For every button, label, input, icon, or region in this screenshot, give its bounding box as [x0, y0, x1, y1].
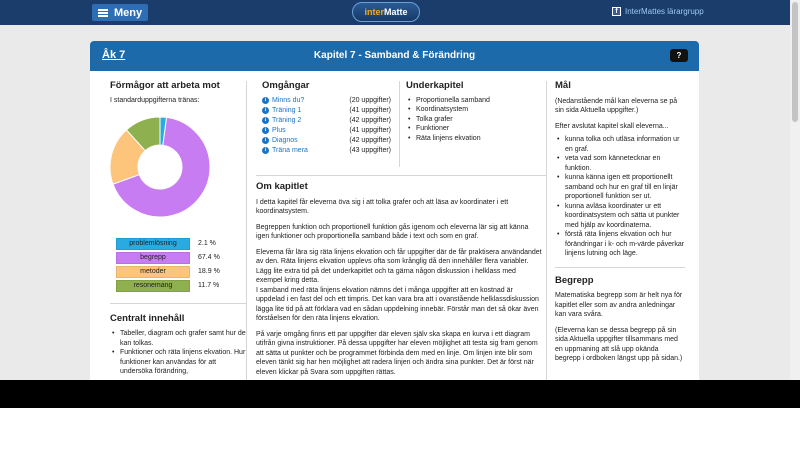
omgang-link[interactable] [262, 96, 304, 106]
list-item: • veta vad som kännetecknar en funktion. [555, 154, 685, 173]
facebook-group-link[interactable] [612, 7, 704, 16]
divider [555, 267, 685, 268]
omgangar-list [262, 96, 391, 156]
column-divider [246, 81, 247, 386]
underkapitel-section [400, 81, 540, 167]
list-item: • Funktioner [406, 124, 540, 134]
divider [256, 175, 546, 176]
om-paragraph: I detta kapitel får eleverna öva sig i att tolka grafer och att läsa av koordinater i ett koordinatsystem. [256, 198, 509, 215]
menu-label: Meny [113, 6, 143, 19]
mid-top-row [256, 81, 546, 167]
hamburger-icon [98, 9, 108, 17]
divider [110, 303, 246, 304]
list-item: • kunna känna igen ett proportionellt samband och hur en graf till en linjär proportionell funktion ser ut. [555, 173, 685, 202]
centralt-list [110, 329, 246, 377]
legend-value: 67.4 % [198, 253, 220, 261]
om-section [256, 182, 546, 377]
list-item: • Koordinatsystem [406, 105, 540, 115]
formagor-legend [116, 237, 246, 293]
info-icon: i [262, 97, 269, 104]
omgang-link[interactable] [262, 136, 298, 146]
omgang-label: Träning 1 [272, 106, 302, 114]
page-title: Kapitel 7 - Samband & Förändring [313, 50, 476, 61]
legend-row [116, 251, 246, 265]
info-icon: i [262, 117, 269, 124]
formagor-donut-chart [110, 109, 246, 229]
list-item [262, 116, 391, 126]
omgang-count: (20 uppgifter) [349, 96, 391, 104]
om-paragraph: På varje omgång finns ett par uppgifter där eleven själv ska skapa en kurva i ett diagram utifrån givna instruktioner. På dessa uppgifter har eleven möjlighet att testa sig fram genom att sätta ut punkter och be programmet förbinda dem med en linje. Om linjen inte blir som eleven tänkt sig har hen möjlighet att radera linjen och ändra sina punkter. Det är först när eleven klickar på Svara som uppgiften rättas. [256, 330, 538, 376]
list-item [262, 96, 391, 106]
intermatte-logo[interactable] [352, 2, 420, 22]
omgang-label: Träna mera [272, 146, 308, 154]
info-icon: i [262, 127, 269, 134]
back-link-ak7[interactable]: Åk 7 [102, 49, 126, 61]
list-item: • Räta linjens ekvation [406, 134, 540, 144]
formagor-heading: Förmågor att arbeta mot [110, 80, 220, 91]
begrepp-paragraph: (Eleverna kan se dessa begrepp på sin sida Aktuella uppgifter tillsammans med en uppmaning att slå upp okända begrepp i ordboken längst upp på sidan.) [555, 326, 683, 362]
list-item: • Tabeller, diagram och grafer samt hur de kan tolkas. [110, 329, 246, 348]
top-navigation [0, 0, 790, 25]
legend-swatch: resonemang [116, 280, 190, 292]
underkapitel-heading: Underkapitel [406, 80, 464, 91]
logo-suffix: Matte [384, 7, 408, 17]
legend-swatch: problemlösning [116, 238, 190, 250]
omgang-label: Träning 2 [272, 116, 302, 124]
legend-value: 2.1 % [198, 239, 216, 247]
mal-heading: Mål [555, 80, 571, 91]
logo-prefix: inter [364, 7, 384, 17]
omgang-link[interactable] [262, 126, 286, 136]
chapter-card [90, 41, 699, 386]
info-icon: i [262, 147, 269, 154]
menu-button[interactable] [92, 4, 148, 21]
omgang-label: Diagnos [272, 136, 298, 144]
underkapitel-list [406, 96, 540, 144]
legend-value: 11.7 % [198, 281, 220, 289]
legend-value: 18.9 % [198, 267, 220, 275]
facebook-icon: f [612, 7, 621, 16]
scrollbar-thumb[interactable] [792, 2, 798, 122]
mal-note: (Nedanstående mål kan eleverna se på sin sida Aktuella uppgifter.) [555, 97, 678, 114]
column-divider [546, 81, 547, 386]
list-item: • Proportionella samband [406, 96, 540, 106]
list-item: • Funktioner och räta linjens ekvation. Hur funktioner kan användas för att undersöka förändring, [110, 348, 246, 377]
list-item: • Tolka grafer [406, 115, 540, 125]
begrepp-paragraph: Matematiska begrepp som är helt nya för kapitlet eller som av andra anledningar kan vara svåra. [555, 292, 683, 318]
right-column [555, 81, 685, 364]
list-item [262, 136, 391, 146]
legend-swatch: metoder [116, 266, 190, 278]
formagor-intro: I standarduppgifterna tränas: [110, 96, 200, 104]
list-item: • kunna avläsa koordinater ur ett koordinatsystem och sätta ut punkter med hjälp av koordinaterna. [555, 202, 685, 231]
omgang-count: (41 uppgifter) [349, 106, 391, 114]
omgang-link[interactable] [262, 106, 301, 116]
omgang-count: (42 uppgifter) [349, 136, 391, 144]
begrepp-heading: Begrepp [555, 274, 594, 286]
card-header [90, 41, 699, 71]
omgang-count: (42 uppgifter) [349, 116, 391, 124]
legend-swatch: begrepp [116, 252, 190, 264]
omgang-link[interactable] [262, 146, 308, 156]
om-paragraph: I samband med räta linjens ekvation nämns det i många uppgifter att en kostnad är uppdelad i en fast del och ett timpris. Det kan vara bra att i ovanstående helklassdiskussion lägga lite tid på att förklara vad en sådan uppdelning innebär. Förstår man det så ökar även förståelsen för den räta linjens ekvation. [256, 286, 539, 322]
legend-row [116, 265, 246, 279]
omgang-label: Minns du? [272, 96, 305, 104]
omgang-label: Plus [272, 126, 286, 134]
vertical-scrollbar[interactable] [790, 0, 800, 380]
omgangar-section [256, 81, 391, 167]
centralt-heading: Centralt innehåll [110, 312, 185, 324]
bottom-black-bar [0, 380, 800, 408]
help-button[interactable]: ? [670, 49, 688, 62]
mal-list [555, 135, 685, 259]
left-column [110, 81, 246, 377]
omgang-count: (41 uppgifter) [349, 126, 391, 134]
list-item [262, 126, 391, 136]
om-paragraph: Begreppen funktion och proportionell funktion gås igenom och eleverna lär sig att känna igen funktioner och proportionella samband både i text och som en graf. [256, 223, 529, 240]
omgang-link[interactable] [262, 116, 301, 126]
mal-intro: Efter avslutat kapitel skall eleverna... [555, 122, 669, 130]
om-paragraph: Eleverna får lära sig räta linjens ekvation och får uppgifter där de får praktisera användandet av den. Räta linjens ekvation upplevs ofta som krånglig då den innehåller flera variabler. Lägg lite extra tid på det underkapitlet och ta gärna någon diskussion i helklass med exempel kring detta. [256, 248, 542, 284]
info-icon: i [262, 137, 269, 144]
legend-row [116, 237, 246, 251]
list-item: • kunna tolka och utläsa information ur en graf. [555, 135, 685, 154]
list-item: • förstå räta linjens ekvation och hur förändringar i k- och m-värde påverkar linjens lutning och läge. [555, 230, 685, 259]
legend-row [116, 279, 246, 293]
middle-column [256, 81, 546, 377]
facebook-label: InterMattes lärargrupp [625, 7, 704, 16]
omgangar-heading: Omgångar [262, 80, 310, 91]
info-icon: i [262, 107, 269, 114]
om-heading: Om kapitlet [256, 181, 308, 192]
omgang-count: (43 uppgifter) [349, 146, 391, 154]
list-item [262, 146, 391, 156]
list-item [262, 106, 391, 116]
